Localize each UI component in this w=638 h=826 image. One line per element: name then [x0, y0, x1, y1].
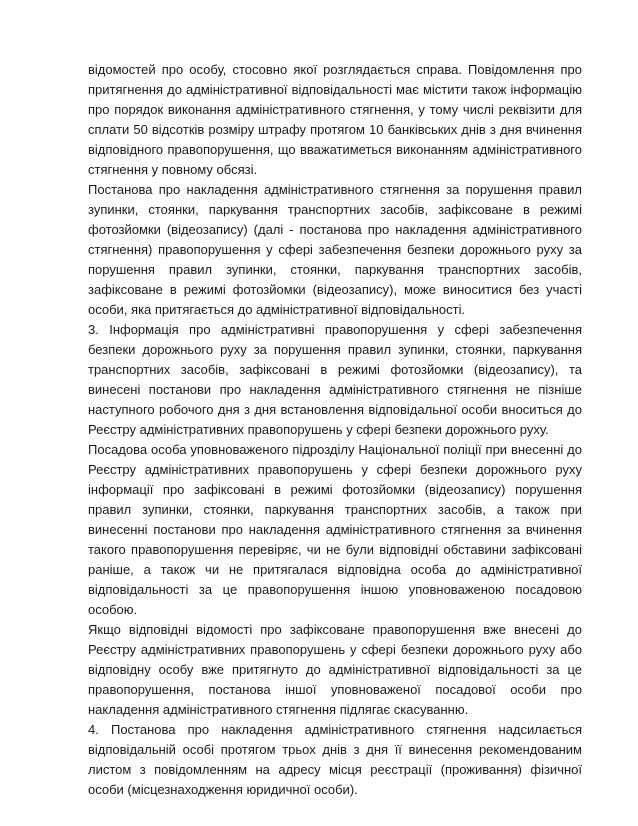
paragraph-cancellation: Якщо відповідні відомості про зафіксоване правопорушення вже внесені до Реєстру адміністративних правопорушень у сфері безпеки дорожнього руху або відповідну особу вже притягнуто до адміністративної відповідальності за це правопорушення, постанова іншої уповноваженої посадової особи про накладення адміністративного стягнення підлягає скасуванню.: [88, 622, 582, 717]
paragraph-notice-content: відомостей про особу, стосовно якої розглядається справа. Повідомлення про притягнення до адміністративної відповідальності має містити також інформацію про порядок виконання адміністративного стягнення, у тому числі реквізити для сплати 50 відсотків розміру штрафу протягом 10 банківських днів з дня вчинення відповідного правопорушення, що вважатиметься виконанням адміністративного стягнення у повному обсязі.: [88, 62, 582, 177]
paragraph-delivery: 4. Постанова про накладення адміністративного стягнення надсилається відповідальній особі протягом трьох днів з дня її винесення рекомендованим листом з повідомленням на адресу місця реєстрації (проживання) фізичної особи (місцезнаходження юридичної особи).: [88, 722, 582, 797]
paragraph-registry-entry: 3. Інформація про адміністративні правопорушення у сфері забезпечення безпеки дорожнього руху за порушення правил зупинки, стоянки, паркування транспортних засобів, зафіксовані в режимі фотозйомки (відеозапису), та винесені постанови про накладення адміністративного стягнення не пізніше наступного робочого дня з дня встановлення відповідальної особи вноситься до Реєстру адміністративних правопорушень у сфері безпеки дорожнього руху.: [88, 322, 582, 437]
paragraph-officer-verification: Посадова особа уповноваженого підрозділу Національної поліції при внесенні до Реєстру адміністративних правопорушень у сфері безпеки дорожнього руху інформації про зафіксовані в режимі фотозйомки (відеозапису) порушення правил зупинки, стоянки, паркування транспортних засобів, а також при винесенні постанови про накладення адміністративного стягнення за вчинення такого правопорушення перевіряє, чи не були відповідні обставини зафіксовані раніше, а також чи не притягалася відповідна особа до адміністративної відповідальності за це правопорушення іншою уповноваженою посадовою особою.: [88, 442, 582, 617]
document-body: [88, 60, 582, 800]
paragraph-resolution-without-person: Постанова про накладення адміністративного стягнення за порушення правил зупинки, стоянки, паркування транспортних засобів, зафіксоване в режимі фотозйомки (відеозапису) (далі - постанова про накладення адміністративного стягнення) правопорушення у сфері забезпечення безпеки дорожнього руху за порушення правил зупинки, стоянки, паркування транспортних засобів, зафіксоване в режимі фотозйомки (відеозапису), може виноситися без участі особи, яка притягається до адміністративної відповідальності.: [88, 182, 582, 317]
